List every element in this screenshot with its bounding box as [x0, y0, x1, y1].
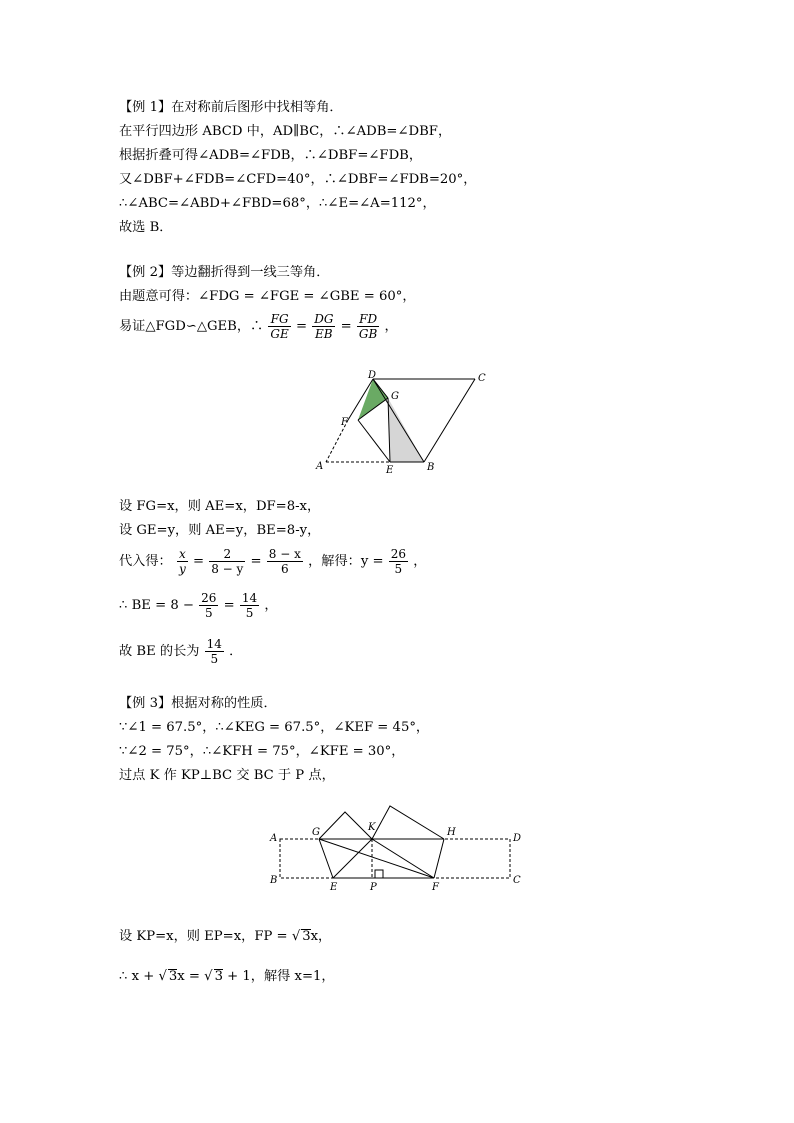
example-1-line-4: ∴∠ABC=∠ABD+∠FBD=68°，∴∠E=∠A=112°，	[119, 196, 436, 211]
sqrt-3: 3	[168, 969, 178, 984]
label-a: A	[270, 833, 278, 844]
example-1-line-2: 根据折叠可得∠ADB=∠FDB，∴∠DBF=∠FDB，	[119, 148, 423, 163]
example-2-line-3: 设 FG=x，则 AE=x，DF=8-x，	[119, 499, 321, 514]
example-3-line-5: ∴ x + √ 3x = √ 3 + 1，解得 x=1，	[119, 969, 335, 984]
label-a: A	[316, 461, 324, 472]
example-1-title: 【例 1】在对称前后图形中找相等角．	[119, 100, 343, 115]
example-1-line-1: 在平行四边形 ABCD 中，AD∥BC，∴∠ADB=∠DBF，	[119, 124, 452, 139]
text: 易证△FGD∽△GEB，∴	[119, 319, 264, 334]
example-1-line-3: 又∠DBF+∠FDB=∠CFD=40°，∴∠DBF=∠FDB=20°，	[119, 172, 477, 187]
example-1-line-5: 故选 B．	[119, 220, 173, 235]
label-d: D	[368, 370, 377, 381]
label-b: B	[427, 462, 435, 473]
fraction-26-5: $\frac{26}{5}$	[390, 547, 407, 576]
example-2-line-7: 故 BE 的长为 $\frac{14}{5}$ ．	[119, 637, 243, 666]
rectangle-fold-figure	[262, 800, 532, 895]
label-c: C	[513, 875, 521, 886]
rhombus-fold-figure	[300, 362, 500, 477]
example-3-line-4: 设 KP=x，则 EP=x，FP = √ 3x，	[119, 929, 332, 944]
fraction-x-y: $\frac{x}{y}$	[178, 547, 186, 576]
example-2-line-2: 易证△FGD∽△GEB，∴ $\frac{FG}{GE}$ = $\frac{DG}{EB}$ = $\frac{FD}{GB}$ ，	[119, 312, 398, 341]
shaded-triangle-fgd	[358, 379, 388, 420]
label-k: K	[368, 822, 376, 833]
sqrt-3: 3	[214, 969, 223, 984]
label-h: H	[447, 827, 456, 838]
example-2-line-5: 代入得： $\frac{x}{y}$ = $\frac{2}{8 - y}$ = $\frac{8 - x}{6}$ ，解得：y = $\frac{26}{5}$ ，	[119, 547, 427, 576]
example-3-title: 【例 3】根据对称的性质．	[119, 696, 277, 711]
label-d: D	[513, 833, 522, 844]
label-e: E	[386, 465, 394, 476]
label-g: G	[391, 391, 399, 402]
fraction-14-5: $\frac{14}{5}$	[241, 591, 258, 620]
example-2-title: 【例 2】等边翻折得到一线三等角．	[119, 265, 330, 280]
fraction-26-5: $\frac{26}{5}$	[201, 591, 217, 620]
example-2-line-1: 由题意可得：∠FDG = ∠FGE = ∠GBE = 60°，	[119, 289, 416, 304]
label-c: C	[478, 373, 486, 384]
fraction-2: $\frac{2}{8 - y}$	[211, 547, 244, 576]
fraction-8-x: $\frac{8 - x}{6}$	[268, 547, 301, 576]
label-f: F	[432, 882, 439, 893]
label-f: F	[341, 417, 348, 428]
label-e: E	[330, 882, 338, 893]
fraction-fd-gb: $\frac{FD}{GB}$	[358, 312, 378, 341]
example-3-line-2: ∵∠2 = 75°，∴∠KFH = 75°，∠KFE = 30°，	[119, 744, 405, 759]
example-2-line-4: 设 GE=y，则 AE=y，BE=8-y，	[119, 523, 321, 538]
label-b: B	[270, 875, 278, 886]
fraction-14-5: $\frac{14}{5}$	[206, 637, 222, 666]
example-3-line-3: 过点 K 作 KP⊥BC 交 BC 于 P 点，	[119, 768, 335, 783]
sqrt-3: 3	[302, 929, 311, 944]
label-g: G	[312, 827, 320, 838]
example-2-line-6: ∴ BE = 8 − $\frac{26}{5}$ = $\frac{14}{5}$ ，	[119, 591, 278, 620]
label-p: P	[370, 882, 377, 893]
fraction-dg-eb: $\frac{DG}{EB}$	[314, 312, 334, 341]
fraction-fg-ge: $\frac{FG}{GE}$	[270, 312, 289, 341]
example-3-line-1: ∵∠1 = 67.5°，∴∠KEG = 67.5°，∠KEF = 45°，	[119, 720, 430, 735]
